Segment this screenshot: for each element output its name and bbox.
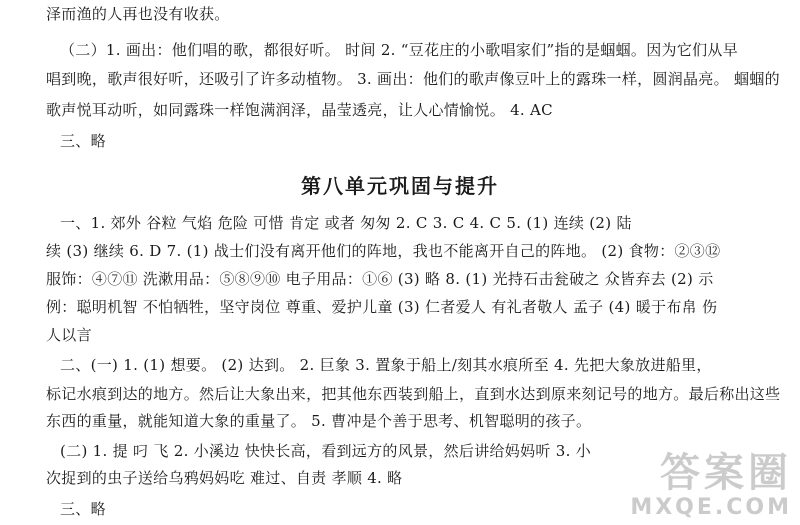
section-title: 第八单元巩固与提升 — [301, 174, 499, 198]
text-line: （二）1. 画出：他们唱的歌，都很好听。 时间 2. “豆花庄的小歌唱家们”指的是蝈蝈。因为它们从早 — [60, 41, 739, 59]
text-line: 标记水痕到达的地方。然后让大象出来，把其他东西装到船上，直到水达到原来刻记号的地方。最后称出这些 — [46, 385, 781, 403]
text-line: 泽而渔的人再也没有收获。 — [46, 5, 230, 23]
text-line: 歌声悦耳动听，如同露珠一样饱满润泽，晶莹透亮，让人心情愉悦。 4. AC — [46, 101, 553, 119]
text-line: 续 (3) 继续 6. D 7. (1) 战士们没有离开他们的阵地，我也不能离开自己的阵地。 (2) 食物：②③⑫ — [46, 242, 721, 260]
text-line: 人以言 — [46, 326, 92, 344]
text-line: 例：聪明机智 不怕牺牲，坚守岗位 尊重、爱护儿童 (3) 仁者爱人 有礼者敬人 孟子 (4) 暖于布帛 伤 — [46, 298, 718, 316]
watermark-text: 答案圈 — [660, 450, 792, 496]
text-line: 服饰：④⑦⑪ 洗漱用品：⑤⑧⑨⑩ 电子用品：①⑥ (3) 略 8. (1) 光持石击瓮破之 众皆弃去 (2) 示 — [46, 270, 714, 288]
text-line: 一、1. 郊外 谷粒 气焰 危险 可惜 肯定 或者 匆匆 2. C 3. C 4. C 5. (1) 连续 (2) 陆 — [60, 214, 632, 232]
text-line: 唱到晚，歌声很好听，还吸引了许多动植物。 3. 画出：他们的歌声像豆叶上的露珠一样，圆润晶亮。 蝈蝈的 — [46, 70, 780, 88]
text-line: 三、略 — [60, 500, 106, 518]
text-line: 东西的重量，就能知道大象的重量了。 5. 曹冲是个善于思考、机智聪明的孩子。 — [46, 412, 592, 430]
text-line: 二、(一) 1. (1) 想要。 (2) 达到。 2. 巨象 3. 置象于船上/刻其水痕所至 4. 先把大象放进船里， — [60, 356, 712, 374]
text-line: 次捉到的虫子送给乌鸦妈妈吃 难过、自责 孝顺 4. 略 — [46, 469, 403, 487]
text-line: (二) 1. 提 叼 飞 2. 小溪边 快快长高，看到远方的风景，然后讲给妈妈听 3. 小 — [60, 442, 592, 460]
text-line: 三、略 — [60, 132, 106, 150]
watermark-logo — [630, 451, 792, 521]
watermark-url: MXQE.COM — [630, 495, 792, 520]
